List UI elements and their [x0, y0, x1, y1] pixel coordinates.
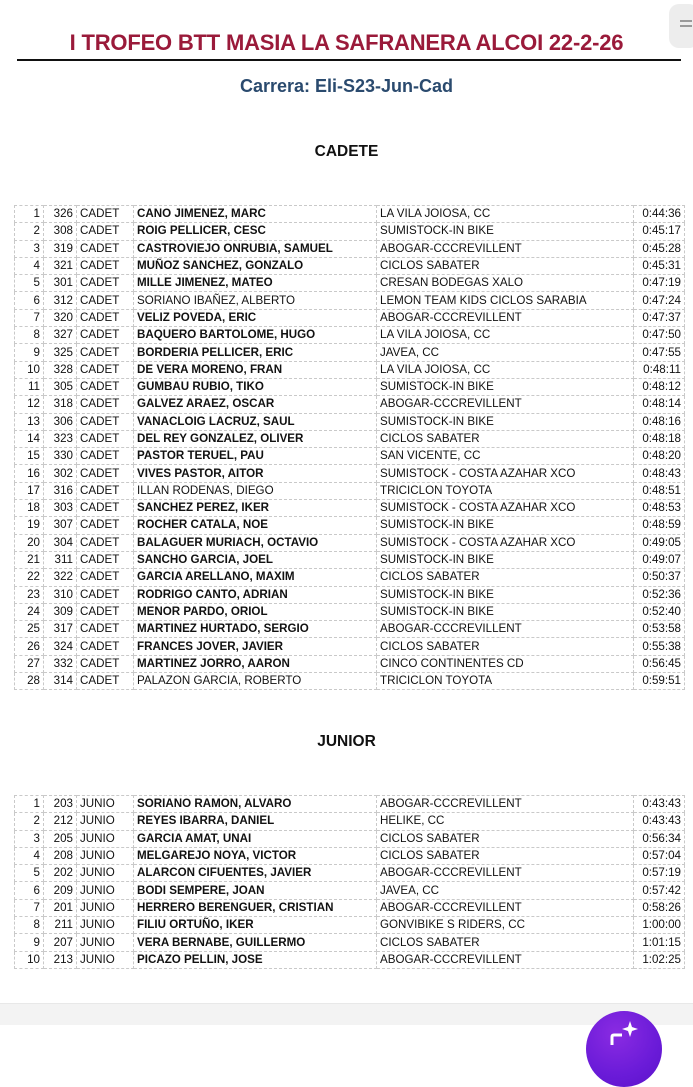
position-cell: 7 [15, 309, 44, 326]
result-row [15, 344, 685, 361]
result-row [15, 223, 685, 240]
section-title-junior: JUNIOR [317, 733, 376, 750]
result-row [15, 430, 685, 447]
position-cell: 18 [15, 500, 44, 517]
result-row [15, 396, 685, 413]
result-row [15, 673, 685, 690]
time-cell: 0:58:26 [634, 899, 685, 916]
position-cell: 15 [15, 448, 44, 465]
club-cell: CICLOS SABATER [377, 830, 634, 847]
bib-number-cell: 321 [44, 257, 77, 274]
category-cell: CADET [77, 361, 134, 378]
time-cell: 0:47:24 [634, 292, 685, 309]
rider-name-cell: SORIANO IBAÑEZ, ALBERTO [134, 292, 377, 309]
time-cell: 0:48:18 [634, 430, 685, 447]
time-cell: 0:48:11 [634, 361, 685, 378]
bottom-toolbar [0, 1003, 693, 1025]
position-cell: 16 [15, 465, 44, 482]
category-cell: CADET [77, 344, 134, 361]
time-cell: 0:57:42 [634, 882, 685, 899]
result-row [15, 655, 685, 672]
category-cell: CADET [77, 257, 134, 274]
result-row [15, 603, 685, 620]
category-cell: CADET [77, 292, 134, 309]
club-cell: SUMISTOCK-IN BIKE [377, 603, 634, 620]
rider-name-cell: PASTOR TERUEL, PAU [134, 448, 377, 465]
result-row [15, 327, 685, 344]
category-cell: CADET [77, 430, 134, 447]
rider-name-cell: VIVES PASTOR, AITOR [134, 465, 377, 482]
rider-name-cell: SORIANO RAMON, ALVARO [134, 796, 377, 813]
club-cell: CICLOS SABATER [377, 638, 634, 655]
category-cell: CADET [77, 603, 134, 620]
position-cell: 2 [15, 223, 44, 240]
position-cell: 28 [15, 673, 44, 690]
rider-name-cell: MUÑOZ SANCHEZ, GONZALO [134, 257, 377, 274]
position-cell: 12 [15, 396, 44, 413]
club-cell: SUMISTOCK - COSTA AZAHAR XCO [377, 465, 634, 482]
category-cell: CADET [77, 551, 134, 568]
rider-name-cell: MILLE JIMENEZ, MATEO [134, 275, 377, 292]
bib-number-cell: 325 [44, 344, 77, 361]
bib-number-cell: 212 [44, 813, 77, 830]
result-row [15, 586, 685, 603]
result-row [15, 448, 685, 465]
time-cell: 0:57:04 [634, 847, 685, 864]
category-cell: JUNIO [77, 899, 134, 916]
result-row [15, 240, 685, 257]
club-cell: LA VILA JOIOSA, CC [377, 361, 634, 378]
time-cell: 0:48:51 [634, 482, 685, 499]
rider-name-cell: BODI SEMPERE, JOAN [134, 882, 377, 899]
bib-number-cell: 323 [44, 430, 77, 447]
time-cell: 0:57:19 [634, 865, 685, 882]
bib-number-cell: 303 [44, 500, 77, 517]
result-row [15, 899, 685, 916]
result-row [15, 257, 685, 274]
club-cell: GONVIBIKE S RIDERS, CC [377, 917, 634, 934]
time-cell: 0:56:45 [634, 655, 685, 672]
club-cell: LA VILA JOIOSA, CC [377, 327, 634, 344]
club-cell: CINCO CONTINENTES CD [377, 655, 634, 672]
rider-name-cell: MELGAREJO NOYA, VICTOR [134, 847, 377, 864]
title-underline [17, 59, 681, 61]
position-cell: 1 [15, 206, 44, 223]
club-cell: LEMON TEAM KIDS CICLOS SARABIA [377, 292, 634, 309]
rider-name-cell: ALARCON CIFUENTES, JAVIER [134, 865, 377, 882]
club-cell: SUMISTOCK-IN BIKE [377, 551, 634, 568]
rider-name-cell: GALVEZ ARAEZ, OSCAR [134, 396, 377, 413]
position-cell: 24 [15, 603, 44, 620]
rider-name-cell: SANCHEZ PEREZ, IKER [134, 500, 377, 517]
position-cell: 20 [15, 534, 44, 551]
rider-name-cell: PALAZON GARCIA, ROBERTO [134, 673, 377, 690]
result-row [15, 534, 685, 551]
ai-assistant-button[interactable] [586, 1011, 662, 1087]
time-cell: 0:48:53 [634, 500, 685, 517]
bib-number-cell: 328 [44, 361, 77, 378]
position-cell: 11 [15, 378, 44, 395]
rider-name-cell: ROCHER CATALA, NOE [134, 517, 377, 534]
results-table-junior [14, 795, 685, 969]
category-cell: CADET [77, 569, 134, 586]
position-cell: 22 [15, 569, 44, 586]
club-cell: ABOGAR-CCCREVILLENT [377, 899, 634, 916]
bib-number-cell: 320 [44, 309, 77, 326]
time-cell: 0:43:43 [634, 796, 685, 813]
rider-name-cell: FILIU ORTUÑO, IKER [134, 917, 377, 934]
result-row [15, 917, 685, 934]
category-cell: CADET [77, 500, 134, 517]
category-cell: JUNIO [77, 882, 134, 899]
bib-number-cell: 305 [44, 378, 77, 395]
club-cell: SUMISTOCK-IN BIKE [377, 378, 634, 395]
position-cell: 27 [15, 655, 44, 672]
position-cell: 19 [15, 517, 44, 534]
position-cell: 9 [15, 934, 44, 951]
category-cell: CADET [77, 206, 134, 223]
time-cell: 0:59:51 [634, 673, 685, 690]
bib-number-cell: 332 [44, 655, 77, 672]
club-cell: LA VILA JOIOSA, CC [377, 206, 634, 223]
club-cell: ABOGAR-CCCREVILLENT [377, 865, 634, 882]
rider-name-cell: VELIZ POVEDA, ERIC [134, 309, 377, 326]
bib-number-cell: 306 [44, 413, 77, 430]
rider-name-cell: BAQUERO BARTOLOME, HUGO [134, 327, 377, 344]
category-cell: CADET [77, 275, 134, 292]
category-cell: CADET [77, 448, 134, 465]
time-cell: 0:47:50 [634, 327, 685, 344]
category-cell: CADET [77, 396, 134, 413]
result-row [15, 206, 685, 223]
bib-number-cell: 317 [44, 621, 77, 638]
document-title: I TROFEO BTT MASIA LA SAFRANERA ALCOI 22-2-26 [69, 30, 624, 55]
category-cell: CADET [77, 327, 134, 344]
category-cell: CADET [77, 638, 134, 655]
result-row [15, 275, 685, 292]
rider-name-cell: GUMBAU RUBIO, TIKO [134, 378, 377, 395]
position-cell: 25 [15, 621, 44, 638]
time-cell: 0:47:55 [634, 344, 685, 361]
club-cell: CRESAN BODEGAS XALO [377, 275, 634, 292]
position-cell: 9 [15, 344, 44, 361]
result-row [15, 569, 685, 586]
position-cell: 10 [15, 951, 44, 968]
bib-number-cell: 307 [44, 517, 77, 534]
position-cell: 3 [15, 830, 44, 847]
bib-number-cell: 319 [44, 240, 77, 257]
result-row [15, 465, 685, 482]
result-row [15, 517, 685, 534]
bib-number-cell: 324 [44, 638, 77, 655]
position-cell: 4 [15, 257, 44, 274]
club-cell: ABOGAR-CCCREVILLENT [377, 796, 634, 813]
club-cell: JAVEA, CC [377, 882, 634, 899]
club-cell: CICLOS SABATER [377, 934, 634, 951]
rider-name-cell: SANCHO GARCIA, JOEL [134, 551, 377, 568]
result-row [15, 830, 685, 847]
time-cell: 0:48:20 [634, 448, 685, 465]
club-cell: SUMISTOCK-IN BIKE [377, 413, 634, 430]
bib-number-cell: 301 [44, 275, 77, 292]
rider-name-cell: BORDERIA PELLICER, ERIC [134, 344, 377, 361]
club-cell: JAVEA, CC [377, 344, 634, 361]
bib-number-cell: 205 [44, 830, 77, 847]
category-cell: JUNIO [77, 917, 134, 934]
rider-name-cell: VERA BERNABE, GUILLERMO [134, 934, 377, 951]
bib-number-cell: 201 [44, 899, 77, 916]
time-cell: 0:52:40 [634, 603, 685, 620]
club-cell: SUMISTOCK-IN BIKE [377, 223, 634, 240]
position-cell: 6 [15, 292, 44, 309]
bib-number-cell: 202 [44, 865, 77, 882]
category-cell: JUNIO [77, 865, 134, 882]
category-cell: JUNIO [77, 847, 134, 864]
result-row [15, 482, 685, 499]
time-cell: 0:48:59 [634, 517, 685, 534]
club-cell: ABOGAR-CCCREVILLENT [377, 240, 634, 257]
position-cell: 1 [15, 796, 44, 813]
bib-number-cell: 207 [44, 934, 77, 951]
result-row [15, 865, 685, 882]
category-cell: CADET [77, 621, 134, 638]
rider-name-cell: ROIG PELLICER, CESC [134, 223, 377, 240]
category-cell: CADET [77, 517, 134, 534]
rider-name-cell: DEL REY GONZALEZ, OLIVER [134, 430, 377, 447]
result-row [15, 413, 685, 430]
bib-number-cell: 309 [44, 603, 77, 620]
bib-number-cell: 322 [44, 569, 77, 586]
club-cell: SUMISTOCK - COSTA AZAHAR XCO [377, 500, 634, 517]
bib-number-cell: 330 [44, 448, 77, 465]
club-cell: HELIKE, CC [377, 813, 634, 830]
position-cell: 2 [15, 813, 44, 830]
club-cell: ABOGAR-CCCREVILLENT [377, 396, 634, 413]
category-cell: CADET [77, 413, 134, 430]
club-cell: ABOGAR-CCCREVILLENT [377, 621, 634, 638]
time-cell: 0:45:28 [634, 240, 685, 257]
result-row [15, 621, 685, 638]
result-row [15, 292, 685, 309]
club-cell: CICLOS SABATER [377, 257, 634, 274]
time-cell: 0:44:36 [634, 206, 685, 223]
result-row [15, 934, 685, 951]
bib-number-cell: 308 [44, 223, 77, 240]
bib-number-cell: 312 [44, 292, 77, 309]
rider-name-cell: RODRIGO CANTO, ADRIAN [134, 586, 377, 603]
position-cell: 26 [15, 638, 44, 655]
position-cell: 10 [15, 361, 44, 378]
result-row [15, 551, 685, 568]
position-cell: 14 [15, 430, 44, 447]
position-cell: 3 [15, 240, 44, 257]
position-cell: 5 [15, 275, 44, 292]
time-cell: 0:48:14 [634, 396, 685, 413]
bib-number-cell: 327 [44, 327, 77, 344]
category-cell: CADET [77, 309, 134, 326]
time-cell: 1:02:25 [634, 951, 685, 968]
club-cell: SUMISTOCK - COSTA AZAHAR XCO [377, 534, 634, 551]
time-cell: 0:55:38 [634, 638, 685, 655]
rider-name-cell: MENOR PARDO, ORIOL [134, 603, 377, 620]
menu-handle-icon [680, 20, 692, 22]
position-cell: 13 [15, 413, 44, 430]
club-cell: CICLOS SABATER [377, 430, 634, 447]
category-cell: JUNIO [77, 934, 134, 951]
result-row [15, 847, 685, 864]
time-cell: 0:48:12 [634, 378, 685, 395]
category-cell: CADET [77, 465, 134, 482]
rider-name-cell: GARCIA AMAT, UNAI [134, 830, 377, 847]
rider-name-cell: PICAZO PELLIN, JOSE [134, 951, 377, 968]
category-cell: CADET [77, 534, 134, 551]
rider-name-cell: ILLAN RODENAS, DIEGO [134, 482, 377, 499]
category-cell: CADET [77, 378, 134, 395]
rider-name-cell: BALAGUER MURIACH, OCTAVIO [134, 534, 377, 551]
bib-number-cell: 304 [44, 534, 77, 551]
result-row [15, 500, 685, 517]
time-cell: 0:48:43 [634, 465, 685, 482]
category-cell: CADET [77, 482, 134, 499]
rider-name-cell: MARTINEZ JORRO, AARON [134, 655, 377, 672]
time-cell: 0:53:58 [634, 621, 685, 638]
result-row [15, 361, 685, 378]
rider-name-cell: MARTINEZ HURTADO, SERGIO [134, 621, 377, 638]
time-cell: 0:52:36 [634, 586, 685, 603]
bib-number-cell: 208 [44, 847, 77, 864]
position-cell: 5 [15, 865, 44, 882]
bib-number-cell: 326 [44, 206, 77, 223]
category-cell: CADET [77, 240, 134, 257]
time-cell: 1:00:00 [634, 917, 685, 934]
time-cell: 0:47:37 [634, 309, 685, 326]
rider-name-cell: FRANCES JOVER, JAVIER [134, 638, 377, 655]
rider-name-cell: CASTROVIEJO ONRUBIA, SAMUEL [134, 240, 377, 257]
category-cell: CADET [77, 673, 134, 690]
rider-name-cell: GARCIA ARELLANO, MAXIM [134, 569, 377, 586]
position-cell: 7 [15, 899, 44, 916]
bib-number-cell: 203 [44, 796, 77, 813]
category-cell: CADET [77, 655, 134, 672]
bib-number-cell: 211 [44, 917, 77, 934]
race-subtitle: Carrera: Eli-S23-Jun-Cad [239, 76, 454, 96]
club-cell: ABOGAR-CCCREVILLENT [377, 951, 634, 968]
time-cell: 0:50:37 [634, 569, 685, 586]
rider-name-cell: HERRERO BERENGUER, CRISTIAN [134, 899, 377, 916]
position-cell: 23 [15, 586, 44, 603]
result-row [15, 309, 685, 326]
result-row [15, 813, 685, 830]
rider-name-cell: REYES IBARRA, DANIEL [134, 813, 377, 830]
bib-number-cell: 209 [44, 882, 77, 899]
time-cell: 0:49:07 [634, 551, 685, 568]
bib-number-cell: 302 [44, 465, 77, 482]
club-cell: SUMISTOCK-IN BIKE [377, 586, 634, 603]
section-title-cadete: CADETE [314, 143, 379, 160]
category-cell: CADET [77, 223, 134, 240]
category-cell: JUNIO [77, 951, 134, 968]
club-cell: ABOGAR-CCCREVILLENT [377, 309, 634, 326]
position-cell: 21 [15, 551, 44, 568]
results-table-cadete [14, 205, 685, 690]
time-cell: 0:45:31 [634, 257, 685, 274]
position-cell: 6 [15, 882, 44, 899]
bib-number-cell: 318 [44, 396, 77, 413]
bib-number-cell: 311 [44, 551, 77, 568]
category-cell: JUNIO [77, 830, 134, 847]
time-cell: 0:45:17 [634, 223, 685, 240]
category-cell: JUNIO [77, 813, 134, 830]
rider-name-cell: VANACLOIG LACRUZ, SAUL [134, 413, 377, 430]
position-cell: 4 [15, 847, 44, 864]
result-row [15, 951, 685, 968]
club-cell: CICLOS SABATER [377, 847, 634, 864]
result-row [15, 638, 685, 655]
position-cell: 8 [15, 327, 44, 344]
rider-name-cell: DE VERA MORENO, FRAN [134, 361, 377, 378]
club-cell: SAN VICENTE, CC [377, 448, 634, 465]
result-row [15, 378, 685, 395]
time-cell: 0:47:19 [634, 275, 685, 292]
club-cell: SUMISTOCK-IN BIKE [377, 517, 634, 534]
bib-number-cell: 310 [44, 586, 77, 603]
category-cell: JUNIO [77, 796, 134, 813]
bib-number-cell: 213 [44, 951, 77, 968]
club-cell: CICLOS SABATER [377, 569, 634, 586]
position-cell: 17 [15, 482, 44, 499]
position-cell: 8 [15, 917, 44, 934]
club-cell: TRICICLON TOYOTA [377, 482, 634, 499]
time-cell: 1:01:15 [634, 934, 685, 951]
result-row [15, 796, 685, 813]
time-cell: 0:56:34 [634, 830, 685, 847]
rider-name-cell: CANO JIMENEZ, MARC [134, 206, 377, 223]
time-cell: 0:43:43 [634, 813, 685, 830]
category-cell: CADET [77, 586, 134, 603]
club-cell: TRICICLON TOYOTA [377, 673, 634, 690]
bib-number-cell: 314 [44, 673, 77, 690]
result-row [15, 882, 685, 899]
time-cell: 0:48:16 [634, 413, 685, 430]
bib-number-cell: 316 [44, 482, 77, 499]
time-cell: 0:49:05 [634, 534, 685, 551]
